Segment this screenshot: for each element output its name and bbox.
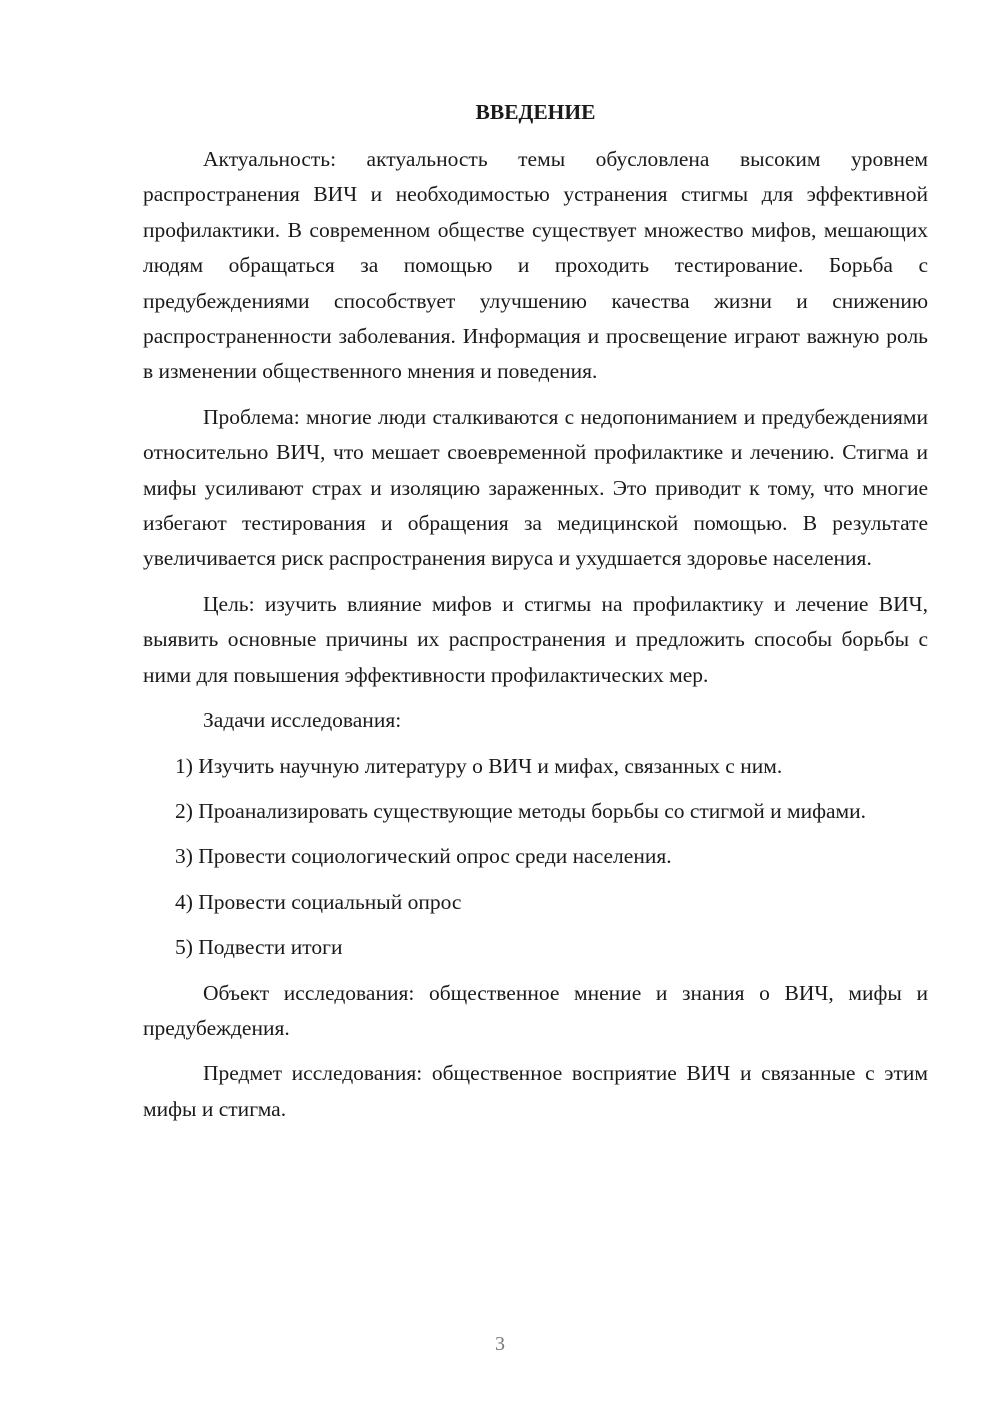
relevance-paragraph: Актуальность: актуальность темы обусловлена высоким уровнем распространения ВИЧ и необходимостью устранения стигмы для эффективной профилактики. В современном обществе существует множество мифов, мешающих людям обращаться за помощью и проходить тестирование. Борьба с предубеждениями способствует улучшению качества жизни и снижению распространенности заболевания. Информация и просвещение играют важную роль в изменении общественного мнения и поведения. <box>143 147 928 384</box>
task-item: 4) Провести социальный опрос <box>175 889 462 914</box>
task-item: 5) Подвести итоги <box>175 935 343 960</box>
goal-paragraph: Цель: изучить влияние мифов и стигмы на профилактику и лечение ВИЧ, выявить основные причины их распространения и предложить способы борьбы с ними для повышения эффективности профилактических мер. <box>143 591 928 687</box>
object-paragraph: Объект исследования: общественное мнение и знания о ВИЧ, мифы и предубеждения. <box>143 980 928 1040</box>
task-item: 2) Проанализировать существующие методы борьбы со стигмой и мифами. <box>175 798 867 823</box>
task-item: 3) Провести социологический опрос среди населения. <box>175 844 672 869</box>
document-page <box>143 95 928 1127</box>
page-number: 3 <box>495 1333 505 1355</box>
tasks-heading: Задачи исследования: <box>203 708 402 733</box>
subject-paragraph: Предмет исследования: общественное восприятие ВИЧ и связанные с этим мифы и стигма. <box>143 1061 928 1121</box>
task-item: 1) Изучить научную литературу о ВИЧ и мифах, связанных с ним. <box>175 753 783 778</box>
problem-paragraph: Проблема: многие люди сталкиваются с недопониманием и предубеждениями относительно ВИЧ, что мешает своевременной профилактике и лечению. Стигма и мифы усиливают страх и изоляцию зараженных. Это приводит к тому, что многие избегают тестирования и обращения за медицинской помощью. В результате увеличивается риск распространения вируса и ухудшается здоровье населения. <box>143 404 928 571</box>
page-title: ВВЕДЕНИЕ <box>475 100 596 124</box>
